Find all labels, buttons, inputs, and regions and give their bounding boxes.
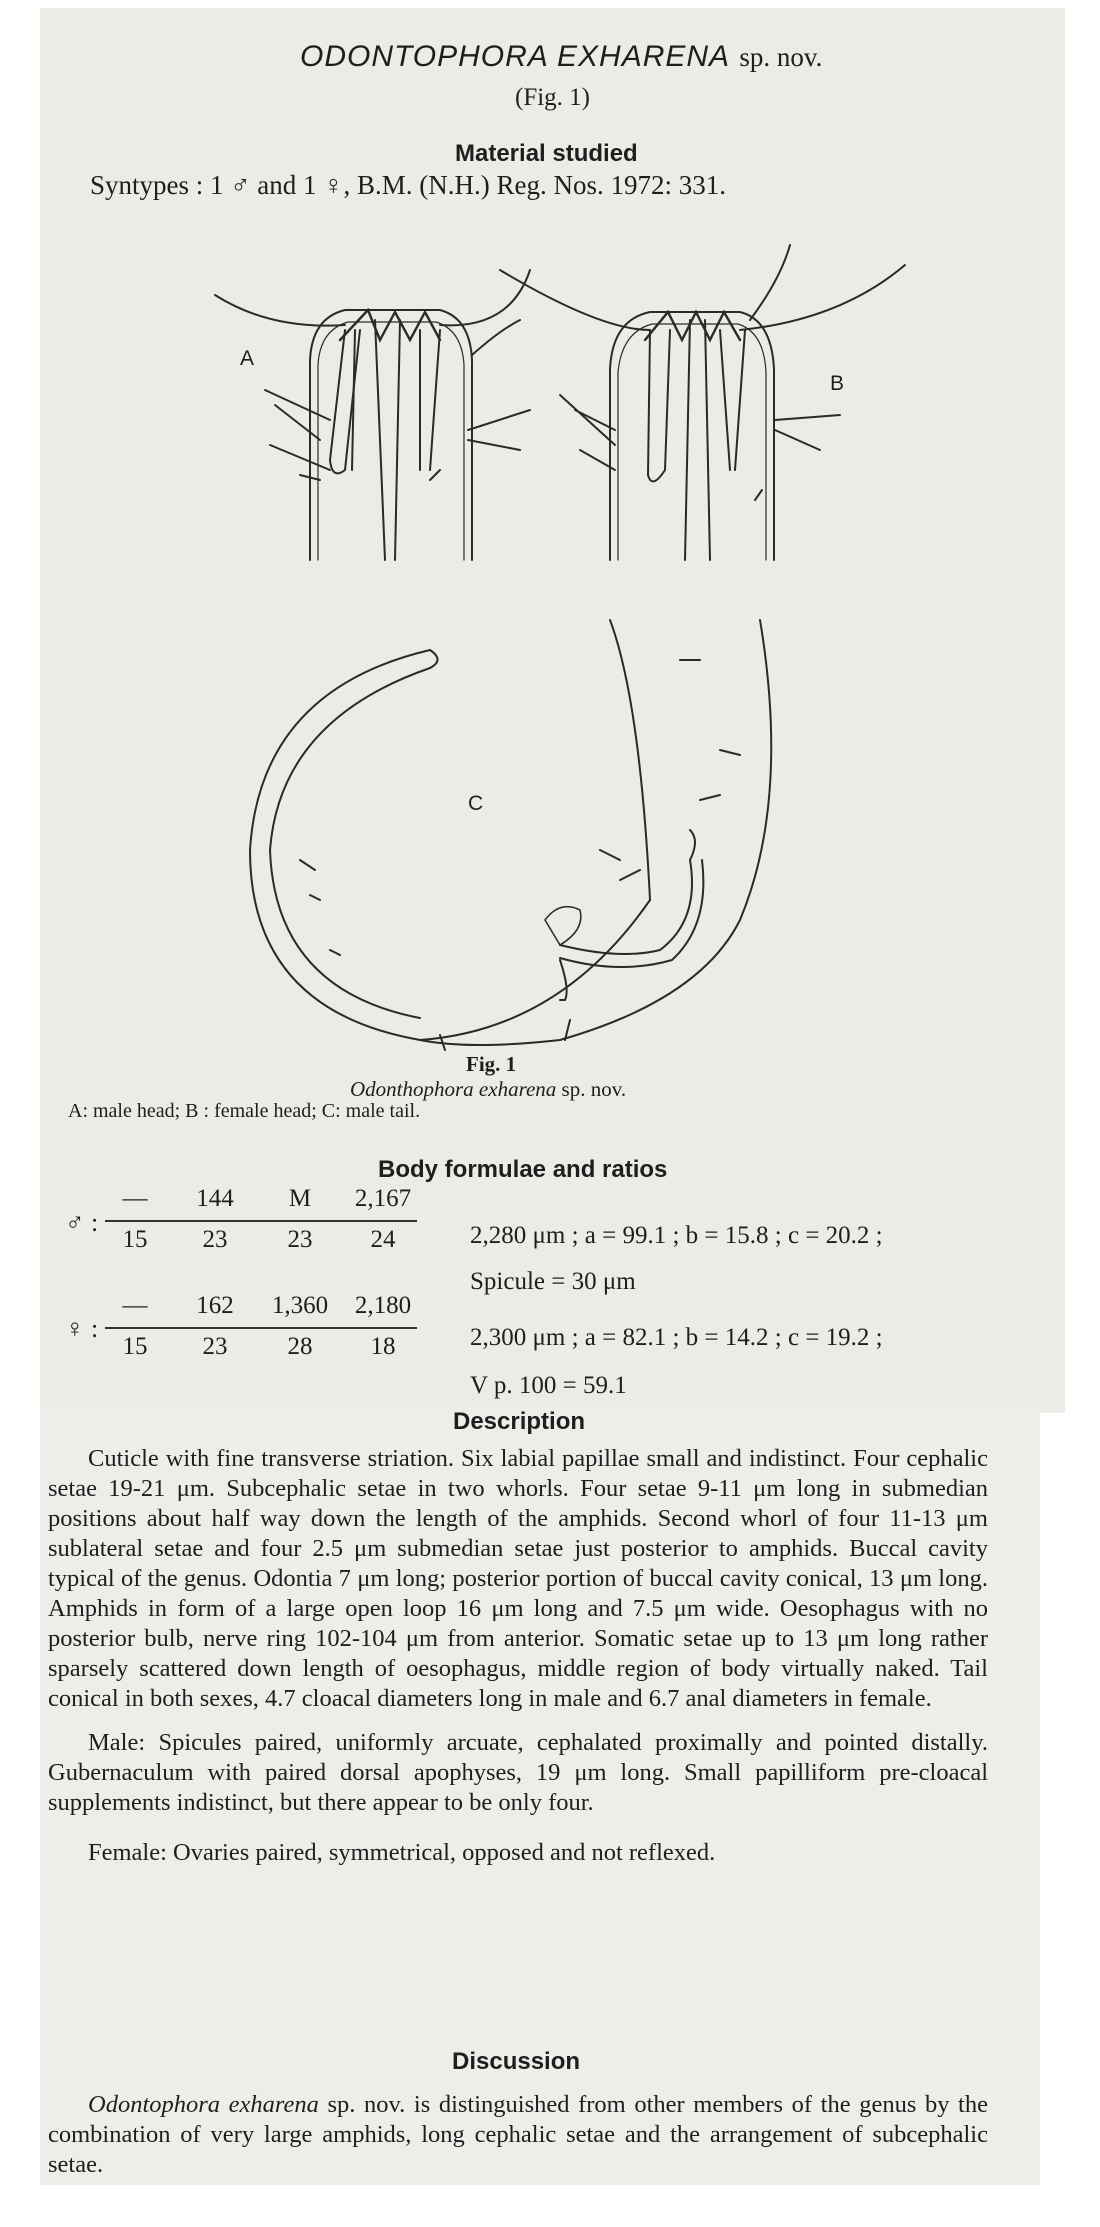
male-denominators <box>100 1226 420 1256</box>
description-paragraph-female: Female: Ovaries paired, symmetrical, opposed and not reflexed. <box>88 1839 716 1866</box>
body-formulae-heading: Body formulae and ratios <box>378 1156 668 1183</box>
figure-species <box>350 1077 626 1102</box>
male-num-1: — <box>122 1185 148 1212</box>
male-den-4: 24 <box>370 1226 396 1253</box>
material-heading: Material studied <box>455 140 638 167</box>
discussion-heading: Discussion <box>452 2048 581 2075</box>
male-den-1: 15 <box>122 1226 148 1253</box>
male-den-2: 23 <box>202 1226 228 1253</box>
female-ratios: 2,300 μm ; a = 82.1 ; b = 14.2 ; c = 19.2 ; <box>470 1324 883 1351</box>
figure-species-suffix: sp. nov. <box>561 1077 627 1101</box>
description-heading: Description <box>453 1408 586 1435</box>
species-title-name: ODONTOPHORA EXHARENA <box>300 40 731 73</box>
male-tail-drawing <box>250 620 771 1050</box>
figure-caption: A: male head; B : female head; C: male tail. <box>68 1100 421 1122</box>
female-den-3: 28 <box>287 1333 313 1360</box>
male-num-4: 2,167 <box>354 1185 412 1212</box>
male-num-2: 144 <box>196 1185 234 1212</box>
female-denominators <box>100 1333 420 1363</box>
female-num-4: 2,180 <box>354 1292 412 1319</box>
figure-label-a: A <box>240 347 255 370</box>
figure-label-c: C <box>468 792 484 815</box>
female-fraction-line <box>105 1327 417 1329</box>
figure-drawing <box>0 0 1100 1100</box>
female-num-2: 162 <box>196 1292 234 1319</box>
discussion-species: Odontophora exharena <box>88 2091 319 2118</box>
female-den-1: 15 <box>122 1333 148 1360</box>
description-paragraph-male: Male: Spicules paired, uniformly arcuate, cephalated proximally and pointed distally. Gubernaculum with paired dorsal apophyses, 19 μm long. Small papilliform pre-cloacal supplements indistinct, but there appear to be only four. <box>48 1729 988 1816</box>
female-head-drawing <box>500 245 905 560</box>
female-num-3: 1,360 <box>271 1292 329 1319</box>
figure-reference: (Fig. 1) <box>515 84 590 111</box>
description-body <box>48 1444 988 1868</box>
female-symbol: ♀ : <box>65 1314 99 1343</box>
male-num-3: M <box>288 1185 312 1212</box>
syntypes-line: Syntypes : 1 ♂ and 1 ♀, B.M. (N.H.) Reg. Nos. 1972: 331. <box>90 170 726 200</box>
male-fraction-line <box>105 1220 417 1222</box>
male-ratios: 2,280 μm ; a = 99.1 ; b = 15.8 ; c = 20.2 ; <box>470 1222 883 1249</box>
female-num-1: — <box>122 1292 148 1319</box>
female-den-4: 18 <box>370 1333 396 1360</box>
female-numerators <box>100 1292 420 1322</box>
description-paragraph-general: Cuticle with fine transverse striation. Six labial papillae small and indistinct. Four cephalic setae 19-21 μm. Subcephalic setae in two whorls. Four setae 9-11 μm long in submedian positions about half way down the length of the amphids. Second whorl of four 11-13 μm sublateral setae and four 2.5 μm submedian setae just posterior to amphids. Buccal cavity typical of the genus. Odontia 7 μm long; posterior portion of buccal cavity conical, 13 μm long. Amphids in form of a large open loop 16 μm long and 7.5 μm wide. Oesophagus with no posterior bulb, nerve ring 102-104 μm from anterior. Somatic setae up to 13 μm long rather sparsely scattered down length of oesophagus, middle region of body virtually naked. Tail conical in both sexes, 4.7 cloacal diameters long in male and 6.7 anal diameters in female. <box>48 1445 988 1712</box>
male-symbol: ♂ : <box>65 1208 99 1237</box>
vulva-position: V p. 100 = 59.1 <box>470 1372 627 1399</box>
discussion-text: sp. nov. is distinguished from other members of the genus by the combination of very large amphids, long cephalic setae and the arrangement of subcephalic setae. <box>48 2091 988 2178</box>
male-numerators <box>100 1185 420 1215</box>
species-title-suffix: sp. nov. <box>739 42 823 72</box>
male-den-3: 23 <box>287 1226 313 1253</box>
discussion-body <box>48 2090 988 2180</box>
figure-species-name: Odonthophora exharena <box>350 1077 557 1101</box>
male-head-drawing <box>215 270 530 560</box>
figure-number: Fig. 1 <box>466 1052 517 1076</box>
female-den-2: 23 <box>202 1333 228 1360</box>
figure-label-b: B <box>830 372 845 395</box>
spicule-length: Spicule = 30 μm <box>470 1268 636 1295</box>
